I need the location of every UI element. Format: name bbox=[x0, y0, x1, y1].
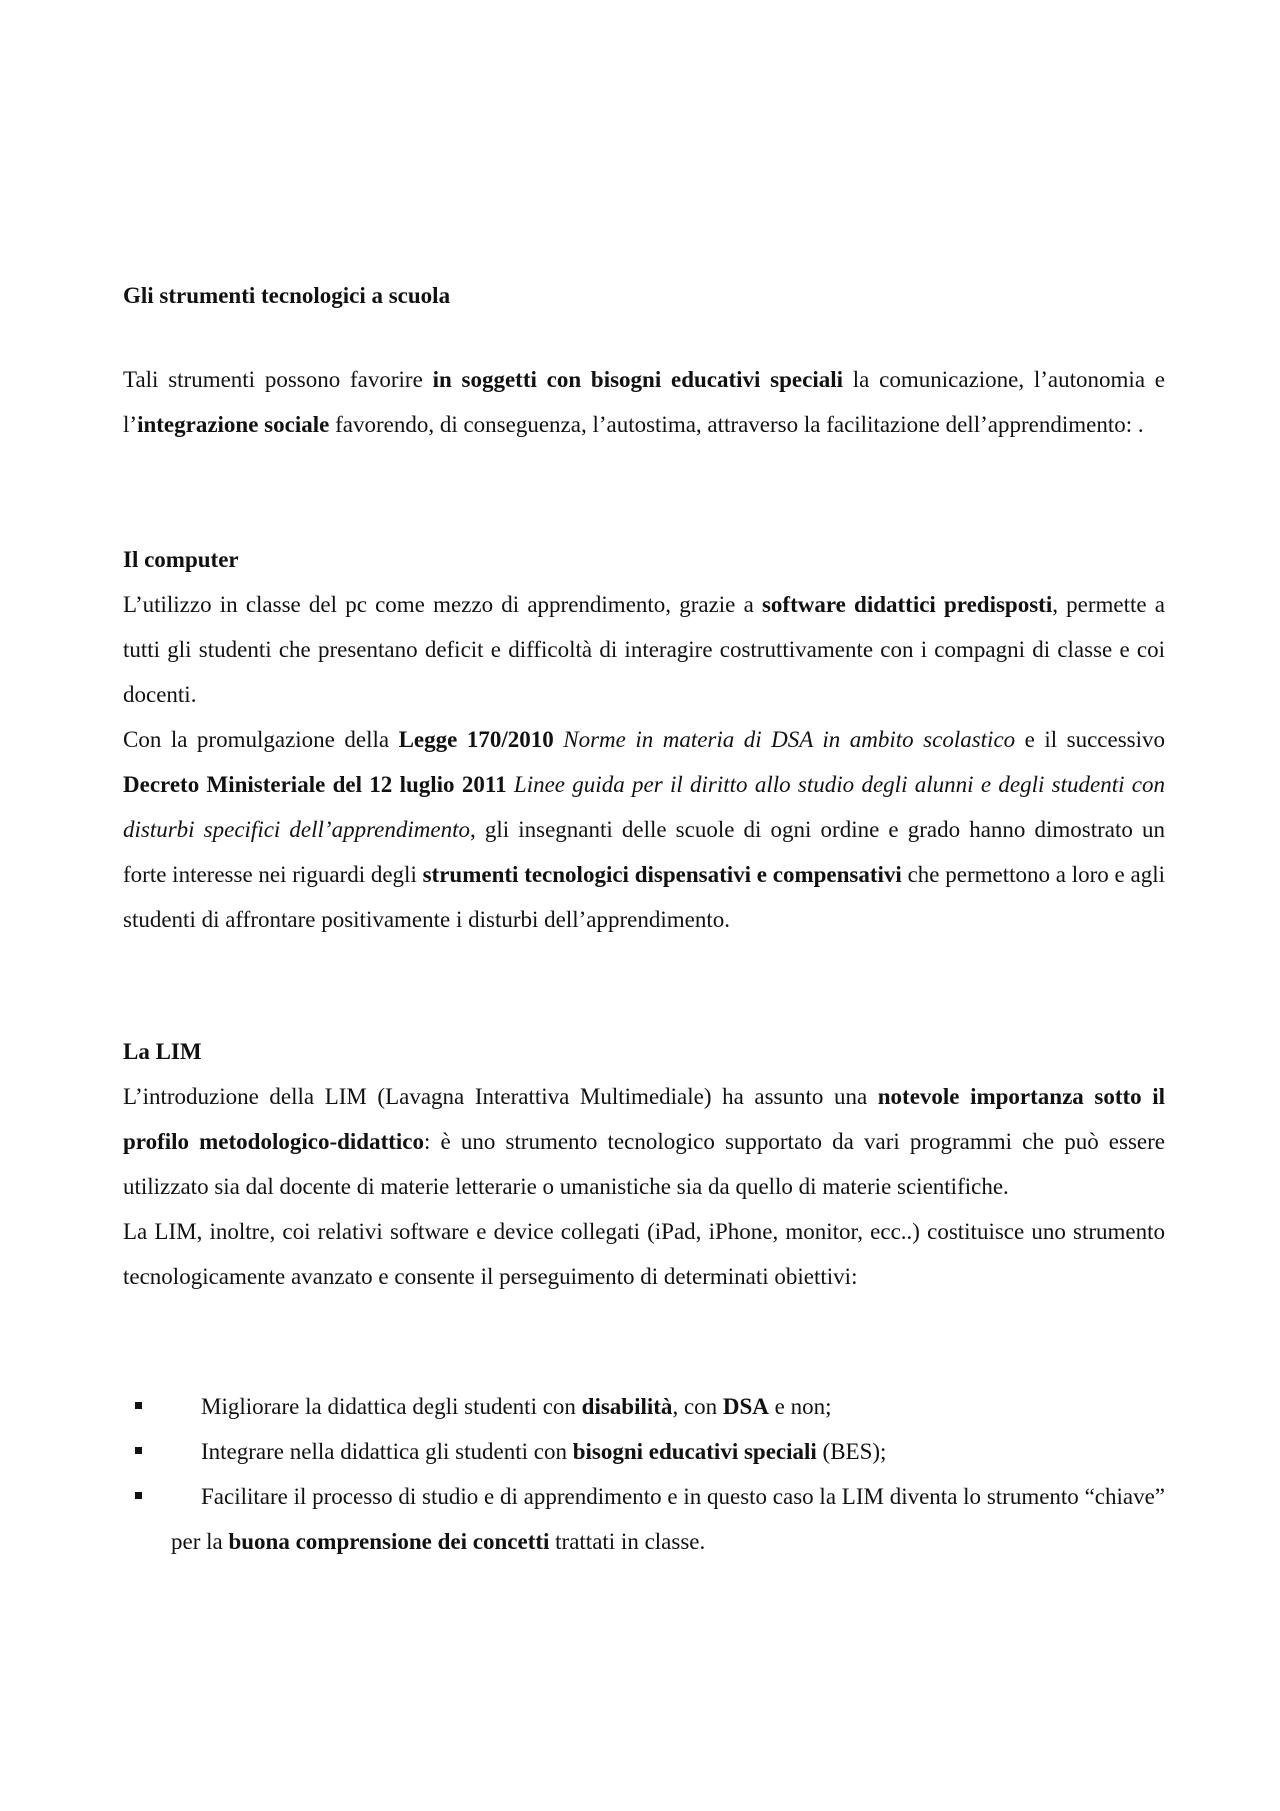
section-heading-lim: La LIM bbox=[123, 1039, 202, 1064]
computer-section-body bbox=[123, 582, 1165, 942]
square-bullet-icon bbox=[135, 1492, 142, 1499]
list-item: Facilitare il processo di studio e di apprendimento e in questo caso la LIM diventa lo strumento “chiave” per la buona comprensione dei concetti trattati in classe. bbox=[123, 1474, 1165, 1564]
document-title: Gli strumenti tecnologici a scuola bbox=[123, 283, 451, 308]
lim-objectives-list bbox=[123, 1384, 1165, 1564]
lim-paragraph-2: La LIM, inoltre, coi relativi software e device collegati (iPad, iPhone, monitor, ecc..) costituisce uno strumento tecnologicamente avanzato e consente il perseguimento di determinati obiettivi: bbox=[123, 1219, 1165, 1289]
lim-section-body bbox=[123, 1074, 1165, 1299]
computer-paragraph-2: Con la promulgazione della Legge 170/2010 Norme in materia di DSA in ambito scolastico e il successivo Decreto Ministeriale del 12 luglio 2011 Linee guida per il diritto allo studio degli alunni e degli studenti con disturbi specifici dell’apprendimento, gli insegnanti delle scuole di ogni ordine e grado hanno dimostrato un forte interesse nei riguardi degli strumenti tecnologici dispensativi e compensativi che permettono a loro e agli studenti di affrontare positivamente i disturbi dell’apprendimento. bbox=[123, 727, 1166, 932]
list-item: Migliorare la didattica degli studenti con disabilità, con DSA e non; bbox=[123, 1384, 1165, 1429]
document-page bbox=[123, 0, 1165, 1811]
intro-paragraph bbox=[123, 357, 1165, 447]
lim-paragraph-1: L’introduzione della LIM (Lavagna Interattiva Multimediale) ha assunto una notevole importanza sotto il profilo metodologico-didattico: è uno strumento tecnologico supportato da vari programmi che può essere utilizzato sia dal docente di materie letterarie o umanistiche sia da quello di materie scientifiche. bbox=[123, 1084, 1165, 1199]
section-heading-computer: Il computer bbox=[123, 547, 239, 572]
square-bullet-icon bbox=[135, 1402, 142, 1409]
list-item: Integrare nella didattica gli studenti con bisogni educativi speciali (BES); bbox=[123, 1429, 1165, 1474]
intro-text: Tali strumenti possono favorire in soggetti con bisogni educativi speciali la comunicazione, l’autonomia e l’integrazione sociale favorendo, di conseguenza, l’autostima, attraverso la facilitazione dell’apprendimento: . bbox=[123, 367, 1165, 437]
square-bullet-icon bbox=[135, 1447, 142, 1454]
computer-paragraph-1: L’utilizzo in classe del pc come mezzo di apprendimento, grazie a software didattici predisposti, permette a tutti gli studenti che presentano deficit e difficoltà di interagire costruttivamente con i compagni di classe e coi docenti. bbox=[123, 592, 1165, 707]
